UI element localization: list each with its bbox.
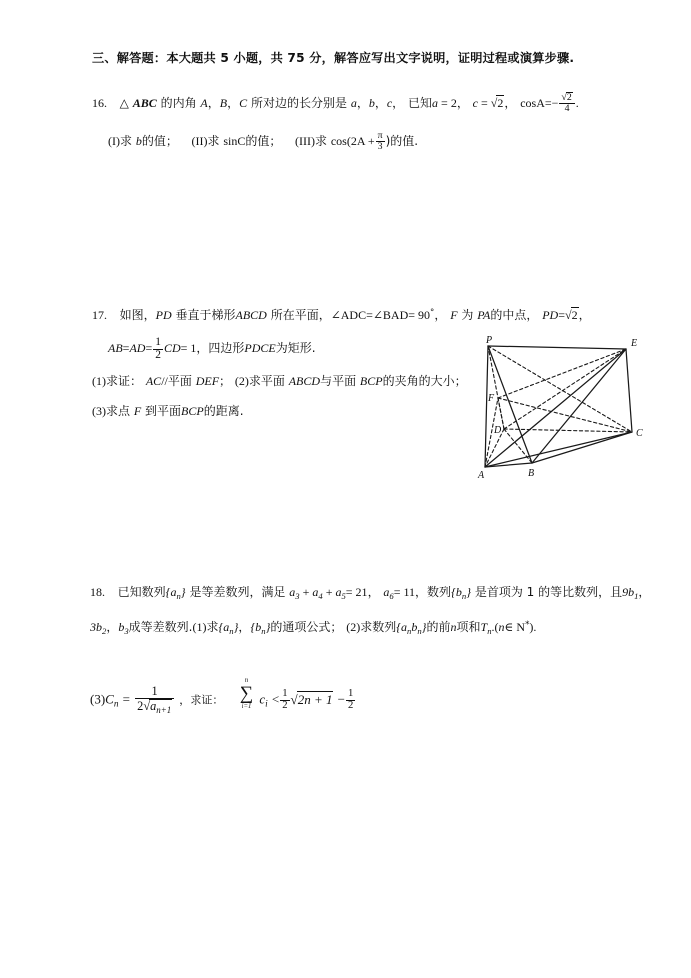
text-quadrilateral: ，四边形: [196, 340, 245, 355]
problem-18-line-3: $(3)C_n$ = $\frac{1}{2√a_{n+1}}$ ，求证： n ∑ i=1 $c_i$ < $\frac{1}{2}$ √2n + 1 − $\frac{1}{2}$: [90, 677, 354, 715]
text-rectangle: 为矩形.: [275, 340, 316, 355]
sum-term-ci: c: [259, 691, 266, 707]
q18-part-1-label: (1): [192, 620, 207, 634]
var-A: A: [200, 95, 208, 110]
edge-A-E: [485, 349, 626, 467]
triangle-symbol: △: [119, 95, 129, 110]
q17-part-2-text: 求平面: [248, 374, 285, 388]
given-a-rhs: 2: [450, 95, 457, 110]
sqrt-2n-plus-1: √2n + 1: [290, 691, 333, 707]
fig-label-E: E: [631, 338, 638, 349]
given-a-lhs: a: [432, 95, 439, 110]
fig-label-C: C: [636, 428, 643, 439]
part-III-expr-tail: )的值.: [385, 133, 419, 148]
problem-16-line-2: [108, 131, 418, 152]
edge-D-C: [504, 429, 632, 432]
text-opposite-sides: 所对边的长分别是: [250, 95, 347, 110]
part-III-label: (III): [295, 133, 316, 148]
half-fraction-1: $\frac{1}{2}$: [282, 688, 288, 712]
part-III-verb: 求: [315, 133, 328, 148]
point-F: F: [450, 308, 458, 322]
triangle-abc: ABC: [132, 95, 157, 110]
var-b: b: [368, 95, 375, 110]
sum-equals-21: = 21: [345, 585, 368, 599]
sqrt-2: √2: [490, 95, 504, 110]
q17-part-3-label: (3): [92, 404, 106, 418]
q17-part-1-label: (1): [92, 374, 106, 388]
q17-part-2-label: (2): [234, 374, 249, 388]
problem-17-line-4: (3)求点 F 到平面BCP的距离.: [92, 404, 244, 418]
fig-label-F: F: [488, 393, 495, 404]
text-inner-angles: 的内角: [160, 95, 197, 110]
plane-BCP: BCP: [359, 374, 383, 388]
term-3b2: 3b: [90, 620, 102, 634]
text-arithmetic: 是等差数列，满足: [189, 585, 286, 599]
var-C: C: [239, 95, 248, 110]
pi-over-3-fraction: $\frac{\pi}{3}$: [377, 130, 383, 153]
part-I-verb: 求: [120, 133, 133, 148]
seg-CD: CD: [163, 340, 181, 355]
one-half-fraction: $\frac{1}{2}$: [155, 336, 161, 361]
edge-B-C: [532, 432, 632, 463]
edge-A-C: [485, 432, 632, 467]
text-arithmetic-2: 成等差数列.: [128, 620, 193, 634]
quad-PDCE: PDCE: [244, 340, 276, 355]
seq-bn: {b: [451, 585, 462, 599]
problem-17-line-3: (1)求证： AC//平面 DEF； (2)求平面 ABCD与平面 BCP的夹角的大小；: [92, 374, 467, 388]
text-known-sequence: 已知数列: [117, 585, 166, 599]
text-general-formula: 的通项公式；: [270, 620, 343, 634]
problem-18-line-2: $3b_2$，$b_3$成等差数列.(1)求$\{a_n\}$，$\{b_n\}$的通项公式； (2)求数列$\{a_nb_n\}$的前n项和$T_n.(n\in$ N*).: [90, 620, 537, 636]
text-geometric: 是首项为 1 的等比数列，且: [474, 585, 623, 599]
quad-ABCD: ABCD: [235, 308, 267, 322]
problem-17-line-2: AB=AD= $\frac{1}{2}$ CD= 1，四边形PDCE为矩形.: [108, 336, 316, 361]
q18-part-2-label: (2): [346, 620, 361, 634]
edge-P-A: [485, 346, 488, 467]
problem-17-line-1: 17. 如图，PD 垂直于梯形ABCD 所在平面，∠ADC=∠BAD= 90°， F 为 PA的中点， PD=√2，: [92, 308, 591, 322]
part-II-tail: 的值；: [245, 133, 282, 148]
seg-PD-2: PD: [542, 308, 559, 322]
q18-part-3-label: (3): [90, 691, 106, 707]
part-I-var: b: [135, 133, 142, 148]
seg-AD: AD: [129, 340, 146, 355]
problem-17-number: 17.: [92, 308, 107, 322]
q17-part-1-text: 求证：: [106, 374, 143, 388]
fig-label-B: B: [528, 468, 535, 479]
fig-label-P: P: [486, 335, 493, 346]
text-given: 已知: [408, 95, 433, 110]
given-cosA-lhs: cosA: [520, 95, 545, 110]
var-c: c: [386, 95, 393, 110]
part-II-label: (II): [191, 133, 208, 148]
given-c-lhs: c: [472, 95, 478, 110]
fig-label-A: A: [478, 470, 485, 481]
text-midpoint: 的中点，: [490, 308, 539, 322]
plane-BCP-2: BCP: [181, 404, 204, 418]
text-perpendicular: 垂直于梯形: [175, 308, 236, 322]
summation-operator: n ∑ i=1: [239, 677, 254, 710]
angle-ADC: ∠ADC: [330, 308, 367, 322]
part-I-label: (I): [108, 133, 120, 148]
problem-16-line-1: 16. △ ABC 的内角 A，B，C 所对边的长分别是 a，b，c， 已知a = 2， c = √2， cosA=− $\frac{√2}{4}$ .: [92, 92, 579, 115]
text-prove: ，求证：: [179, 693, 224, 707]
text-plane: 所在平面，: [270, 308, 331, 322]
cosA-fraction: $\frac{√2}{4}$: [559, 92, 574, 114]
part-III-expr-head: cos(2A +: [330, 133, 375, 148]
cn-definition-fraction: $\frac{1}{2√a_{n+1}}$: [135, 685, 174, 714]
solid-geometry-figure: [462, 330, 650, 485]
seg-PA: PA: [477, 308, 491, 322]
seg-AC: AC: [145, 374, 162, 388]
text-as-shown: 如图，: [119, 308, 156, 322]
seq-an: {a: [165, 585, 177, 599]
sqrt-2-pd: √2: [564, 308, 578, 322]
degree-symbol: °: [430, 308, 435, 319]
fig-label-D: D: [494, 425, 502, 436]
seg-AB: AB: [108, 340, 123, 355]
part-II-expr: sinC: [223, 133, 246, 148]
term-Tn: T: [480, 620, 488, 634]
angle-BAD: ∠BAD: [372, 308, 409, 322]
seg-PD: PD: [155, 308, 172, 322]
point-F-2: F: [133, 404, 142, 418]
term-9b1: 9b: [622, 585, 635, 599]
term-Cn: C: [105, 691, 114, 707]
edge-D-B: [504, 429, 532, 463]
plane-ABCD: ABCD: [288, 374, 321, 388]
a6-equals-11: = 11: [393, 585, 416, 599]
edge-E-C: [626, 349, 632, 432]
given-cosA-sign: =−: [544, 95, 559, 110]
part-II-verb: 求: [207, 133, 220, 148]
plane-DEF: DEF: [195, 374, 220, 388]
problem-18-number: 18.: [90, 585, 105, 599]
part-I-tail: 的值；: [141, 133, 178, 148]
half-fraction-2: $\frac{1}{2}$: [347, 688, 354, 712]
section-heading: 三、解答题：本大题共 5 小题，共 75 分，解答应写出文字说明，证明过程或演算步骤.: [92, 51, 575, 65]
var-B: B: [219, 95, 228, 110]
var-a: a: [350, 95, 357, 110]
edge-B-E: [532, 349, 626, 463]
problem-18-line-1: 18. 已知数列$\{a_n\}$ 是等差数列，满足 $a_3 + a_4 + a_5= 21$， $a_6= 11$，数列$\{b_n\}$ 是首项为 1 的等比数列，且$9b_1$，: [90, 585, 651, 601]
problem-16-number: 16.: [92, 95, 107, 110]
edge-P-E: [488, 346, 626, 349]
term-b3: b: [118, 620, 125, 634]
